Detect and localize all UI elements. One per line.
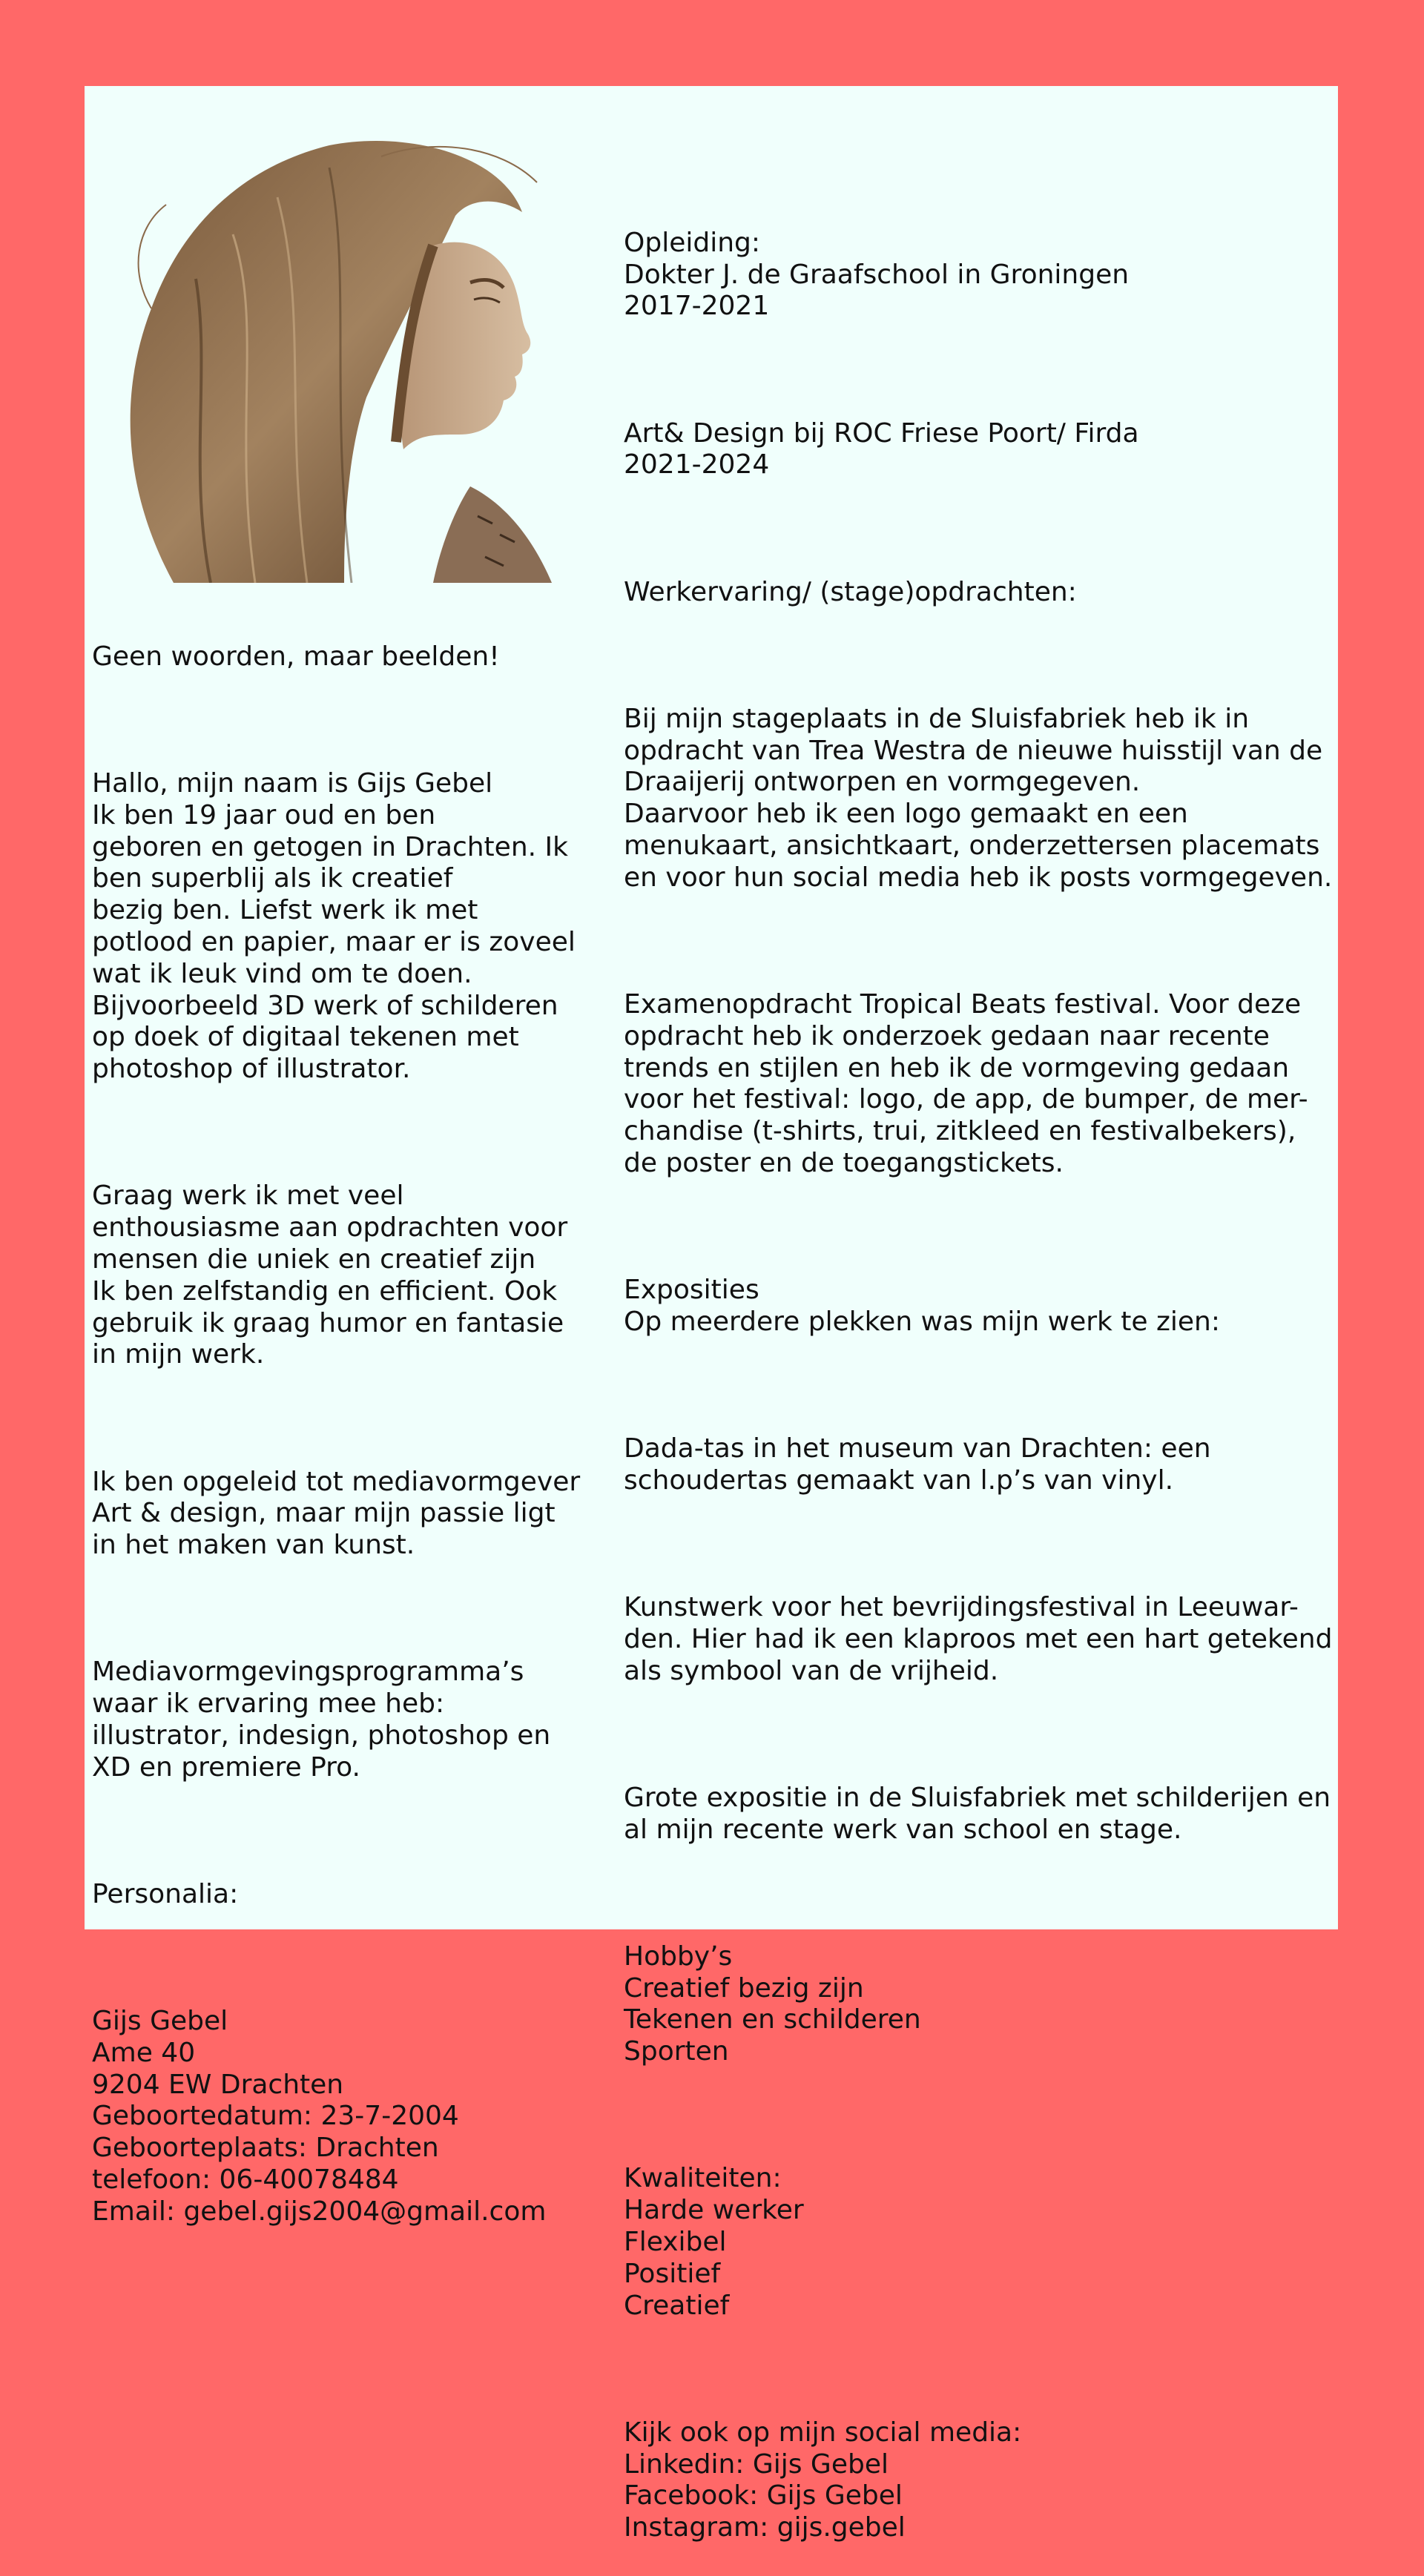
experience2-text: Examenopdracht Tropical Beats festival. Voor deze opdracht heb ik onderzoek gedaan naar recente trends en stijlen en heb ik de vormgeving gedaan voor het festival: logo, de app, de bumper, de mer- chandise (t-shirts, trui, zitkleed en festivalbekers), de poster en de toegangstickets. <box>624 988 1308 1178</box>
expo2-text: Kunstwerk voor het bevrijdingsfestival in Leeuwar- den. Hier had ik een klaproos met een hart getekend als symbool van de vrijheid. <box>624 1592 1333 1686</box>
intro-text: Hallo, mijn naam is Gijs Gebel Ik ben 19 jaar oud en ben geboren en getogen in Drachten. Ik ben superblij als ik creatief bezig ben. Liefst werk ik met potlood en papier, maar er is zoveel wat ik leuk vind om te doen. Bijvoorbeeld 3D werk of schilderen op doek of digitaal tekenen met photoshop of illustrator. <box>92 767 576 1085</box>
expo-heading: Exposities Op meerdere plekken was mijn werk te zien: <box>624 1275 1221 1337</box>
right-column <box>624 196 1336 2576</box>
expo1-text: Dada-tas in het museum van Drachten: een schoudertas gemaakt van l.p’s van vinyl. <box>624 1433 1211 1496</box>
personalia-heading: Personalia: <box>92 1878 239 1909</box>
software-text: Mediavormgevingsprogramma’s waar ik ervaring mee heb: illustrator, indesign, photoshop en XD en premiere Pro. <box>92 1657 551 1783</box>
education2-text: Art& Design bij ROC Friese Poort/ Firda 2021-2024 <box>624 417 1139 480</box>
expo3-text: Grote expositie in de Sluisfabriek met schilderijen en al mijn recente werk van school en stage. <box>624 1782 1331 1845</box>
personalia-details: Gijs Gebel Ame 40 9204 EW Drachten Geboortedatum: 23-7-2004 Geboorteplaats: Drachten telefoon: 06-40078484 Email: gebel.gijs2004@gmail.com <box>92 2006 547 2227</box>
experience1-text: Bij mijn stageplaats in de Sluisfabriek heb ik in opdracht van Trea Westra de nieuwe huisstijl van de Draaijerij ontworpen en vormgegeven. Daarvoor heb ik een logo gemaakt en een menukaart, ansichtkaart, onderzettersen placemats en voor hun social media heb ik posts vormgegeven. <box>624 703 1333 893</box>
hobbies-text: Hobby’s Creatief bezig zijn Tekenen en schilderen Sporten <box>624 1941 921 2067</box>
education-text: Opleiding: Dokter J. de Graafschool in Groningen 2017-2021 <box>624 227 1130 322</box>
passion-text: Ik ben opgeleid tot mediavormgever Art & design, maar mijn passie ligt in het maken van kunst. <box>92 1466 581 1561</box>
portrait-image <box>85 86 586 583</box>
left-column <box>92 610 596 2259</box>
portrait-photo <box>85 86 586 583</box>
cv-sheet <box>85 86 1338 2543</box>
experience-heading: Werkervaring/ (stage)opdrachten: <box>624 576 1077 607</box>
qualities-text: Kwaliteiten: Harde werker Flexibel Positief Creatief <box>624 2163 804 2321</box>
work-style-text: Graag werk ik met veel enthousiasme aan opdrachten voor mensen die uniek en creatief zijn Ik ben zelfstandig en efficient. Ook gebruik ik graag humor en fantasie in mijn werk. <box>92 1180 568 1370</box>
tagline: Geen woorden, maar beelden! <box>92 641 500 672</box>
social-text: Kijk ook op mijn social media: Linkedin: Gijs Gebel Facebook: Gijs Gebel Instagram: gijs.gebel <box>624 2417 1022 2543</box>
